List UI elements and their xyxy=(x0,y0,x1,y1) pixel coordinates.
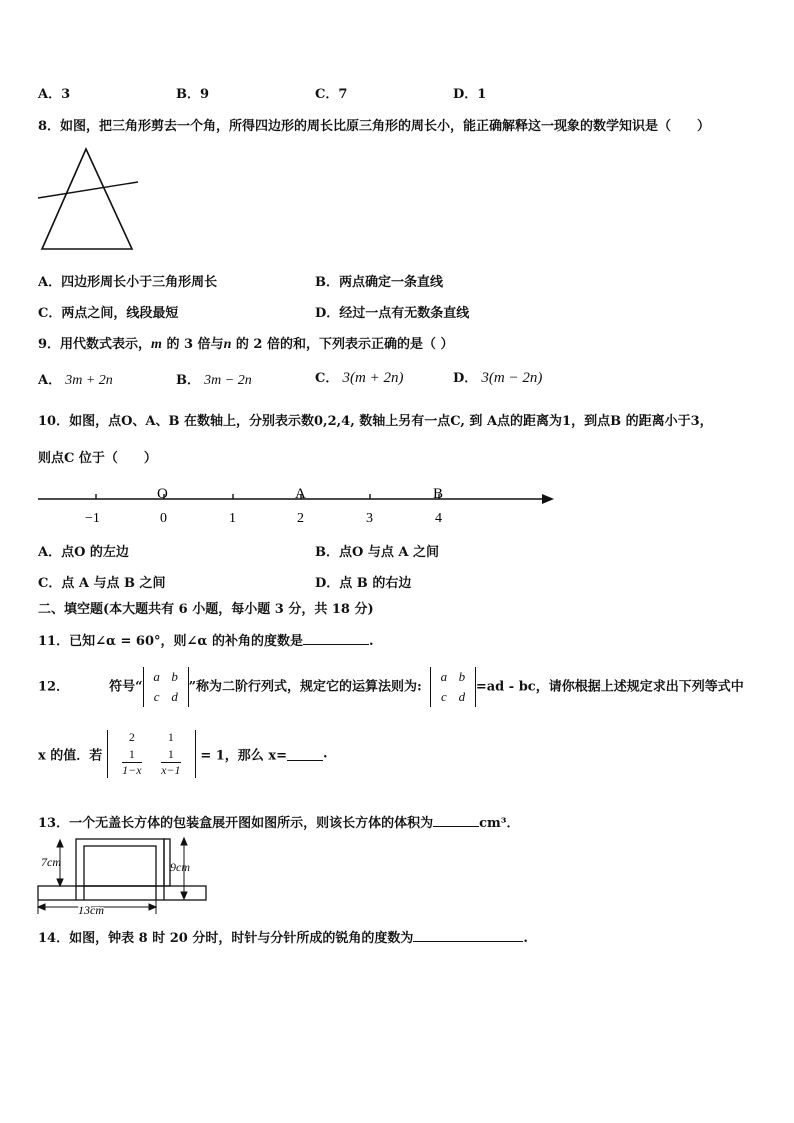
q10-number-line xyxy=(36,478,558,530)
q9-option-a: A． 3m + 2n xyxy=(38,373,113,388)
q12-determinant-equation: 2 1 1−x 1 1 x−1 xyxy=(107,730,196,778)
q8-option-d: D．经过一点有无数条直线 xyxy=(315,306,470,321)
q9-stem-b: 的 3 倍与 xyxy=(161,337,224,352)
q10-stem-line2: 则点C 位于（ ） xyxy=(38,451,157,466)
q8-option-a: A．四边形周长小于三角形周长 xyxy=(38,275,218,290)
section-fill-in-heading: 二、填空题(本大题共有 6 小题，每小题 3 分，共 18 分) xyxy=(38,602,374,617)
q9-var-n: n xyxy=(223,337,232,352)
q9-stem xyxy=(38,333,454,353)
q9-option-c: C． 3(m + 2n) xyxy=(315,370,404,386)
q10-option-c: C．点 A 与点 B 之间 xyxy=(38,576,166,591)
q10-option-d: D．点 B 的右边 xyxy=(315,576,412,591)
q12-stem-line1: 12． 符号“a b c d”称为二阶行列式，规定它的运算法则为:a b c d=ad - bc，请你根据上述规定求出下列等式中 xyxy=(38,667,744,707)
axis-letter-b: B xyxy=(433,486,444,502)
q9-option-b: B． 3m − 2n xyxy=(176,373,252,388)
axis-letter-o: O xyxy=(157,486,168,502)
q8-triangle-figure xyxy=(36,146,142,252)
q9-stem-a: 9．用代数式表示， xyxy=(38,337,152,352)
q7-option-a: A．3 xyxy=(38,87,71,102)
q10-option-b: B．点O 与点 A 之间 xyxy=(315,545,439,560)
axis-tick-3: 3 xyxy=(366,511,373,526)
q10-stem-line1: 10．如图，点O、A、B 在数轴上，分别表示数0,2,4, 数轴上另有一点C, 到 A点的距离为1，到点B 的距离小于3， xyxy=(38,414,713,429)
q13-stem: 13．一个无盖长方体的包装盒展开图如图所示，则该长方体的体积为 cm³． xyxy=(38,816,520,831)
q12-determinant-symbol: a b c d xyxy=(143,667,189,707)
label-9cm: 9cm xyxy=(170,860,190,874)
q12-stem-line2: x 的值．若 2 1 1−x 1 1 x−1 = 1，那么 x= . xyxy=(38,730,328,777)
q8-option-b: B．两点确定一条直线 xyxy=(315,275,443,290)
axis-tick-2: 2 xyxy=(297,511,304,526)
label-7cm: 7cm xyxy=(41,855,61,869)
axis-tick--1: −1 xyxy=(85,511,100,526)
q12-determinant-rule: a b c d xyxy=(430,667,476,707)
q11-answer-blank[interactable] xyxy=(303,632,369,645)
q8-option-c: C．两点之间，线段最短 xyxy=(38,306,179,321)
q13-box-net-figure xyxy=(36,834,208,918)
q14-stem: 14．如图，钟表 8 时 20 分时，时针与分针所成的锐角的度数为 . xyxy=(38,931,528,946)
q13-answer-blank[interactable] xyxy=(433,814,479,827)
q14-answer-blank[interactable] xyxy=(413,929,523,942)
axis-tick-0: 0 xyxy=(160,511,167,526)
q9-stem-c: 的 2 倍的和，下列表示正确的是（ ） xyxy=(231,337,454,352)
axis-letter-a: A xyxy=(295,486,306,502)
label-13cm: 13cm xyxy=(78,903,104,917)
q11-stem: 11．已知∠α = 60°，则∠α 的补角的度数是 . xyxy=(38,634,374,649)
q10-option-a: A．点O 的左边 xyxy=(38,545,129,560)
axis-tick-4: 4 xyxy=(435,511,442,526)
axis-tick-1: 1 xyxy=(229,511,236,526)
q7-option-d: D．1 xyxy=(453,87,487,102)
q9-option-d: D． 3(m − 2n) xyxy=(453,370,543,386)
q8-stem: 8．如图，把三角形剪去一个角，所得四边形的周长比原三角形的周长小，能正确解释这一现象的数学知识是（ ） xyxy=(38,119,711,134)
q7-option-c: C．7 xyxy=(315,87,348,102)
q12-answer-blank[interactable] xyxy=(287,748,323,761)
q9-var-m: m xyxy=(151,337,162,352)
q7-option-b: B．9 xyxy=(176,87,210,102)
